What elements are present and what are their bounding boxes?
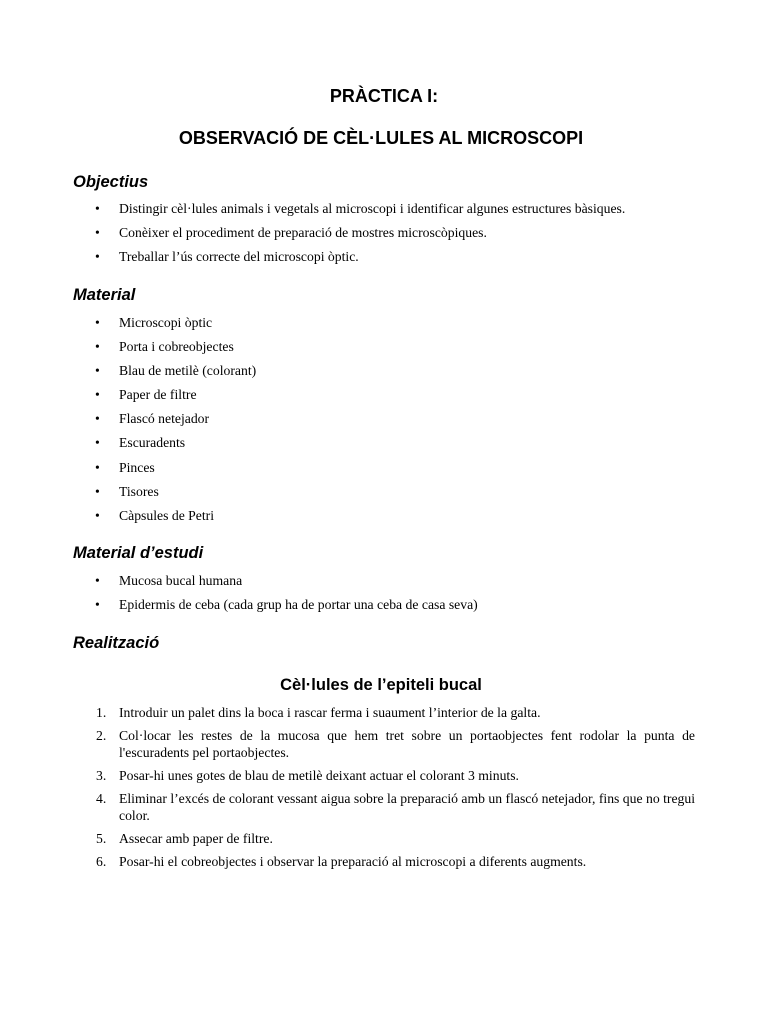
- bullet-icon: •: [95, 483, 100, 499]
- list-item-text: Epidermis de ceba (cada grup ha de portar una ceba de casa seva): [119, 597, 478, 613]
- list-item: [0, 507, 256, 531]
- step-text: Posar-hi unes gotes de blau de metilè deixant actuar el colorant 3 minuts.: [119, 768, 519, 783]
- list-item: [0, 224, 625, 248]
- document-title: PRÀCTICA I:: [329, 86, 439, 106]
- list-item-text: Distingir cèl·lules animals i vegetals al microscopi i identificar algunes estructures bàsiques.: [119, 201, 626, 216]
- list-item: [0, 338, 256, 362]
- bullet-icon: •: [95, 597, 100, 613]
- objectius-list: [0, 200, 625, 272]
- list-item-text: Tisores: [119, 483, 159, 499]
- sub-heading-epiteli-bucal: Cèl·lules de l’epiteli bucal: [280, 676, 482, 694]
- step-number: 5.: [96, 831, 107, 846]
- list-item: [0, 459, 256, 483]
- material-list: [0, 314, 256, 531]
- step-item: [0, 853, 695, 870]
- bullet-icon: •: [95, 363, 100, 379]
- bullet-icon: •: [95, 201, 100, 216]
- list-item: [0, 362, 256, 386]
- bullet-icon: •: [95, 507, 100, 523]
- step-number: 1.: [96, 705, 107, 720]
- bullet-icon: •: [95, 315, 100, 330]
- bullet-icon: •: [95, 435, 100, 451]
- list-item-text: Paper de filtre: [119, 387, 197, 403]
- step-item: [0, 727, 695, 761]
- list-item: [0, 483, 256, 507]
- list-item-text: Blau de metilè (colorant): [119, 363, 257, 379]
- list-item-text: Treballar l’ús correcte del microscopi òptic.: [119, 249, 359, 265]
- section-heading-material: Material: [73, 286, 136, 304]
- bullet-icon: •: [95, 573, 100, 588]
- bullet-icon: •: [95, 411, 100, 427]
- step-text: Eliminar l’excés de colorant vessant aigua sobre la preparació amb un flascó netejador, fins que no tregui color.: [119, 791, 696, 823]
- list-item: [0, 434, 256, 458]
- step-text: Col·locar les restes de la mucosa que hem tret sobre un portaobjectes fent rodolar la punta de l'escuradents pel portaobjectes.: [119, 728, 695, 760]
- section-heading-material-estudi: Material d’estudi: [73, 544, 204, 562]
- step-text: Assecar amb paper de filtre.: [119, 831, 273, 846]
- step-item: [0, 830, 695, 847]
- list-item-text: Porta i cobreobjectes: [119, 339, 234, 355]
- list-item: [0, 386, 256, 410]
- list-item: [0, 596, 478, 620]
- list-item: [0, 410, 256, 434]
- material-estudi-list: [0, 572, 478, 620]
- list-item-text: Mucosa bucal humana: [119, 573, 243, 588]
- step-item: [0, 704, 695, 721]
- step-text: Posar-hi el cobreobjectes i observar la preparació al microscopi a diferents augments.: [119, 854, 587, 869]
- step-number: 6.: [96, 854, 107, 869]
- step-item: [0, 790, 695, 824]
- list-item: [0, 572, 478, 596]
- document-subtitle: OBSERVACIÓ DE CÈL·LULES AL MICROSCOPI: [178, 128, 584, 148]
- step-text: Introduir un palet dins la boca i rascar ferma i suaument l’interior de la galta.: [119, 705, 541, 720]
- list-item: [0, 248, 625, 272]
- section-heading-objectius: Objectius: [73, 173, 149, 191]
- list-item-text: Pinces: [119, 459, 155, 475]
- step-number: 3.: [96, 768, 107, 783]
- list-item: [0, 200, 625, 224]
- bullet-icon: •: [95, 249, 100, 265]
- bullet-icon: •: [95, 459, 100, 475]
- list-item-text: Càpsules de Petri: [119, 507, 215, 523]
- bullet-icon: •: [95, 225, 100, 241]
- procedure-steps: [0, 704, 768, 876]
- step-number: 2.: [96, 728, 107, 743]
- list-item-text: Conèixer el procediment de preparació de mostres microscòpiques.: [119, 225, 487, 241]
- list-item-text: Flascó netejador: [119, 411, 210, 427]
- bullet-icon: •: [95, 387, 100, 403]
- step-item: [0, 767, 695, 784]
- list-item-text: Microscopi òptic: [119, 315, 213, 330]
- bullet-icon: •: [95, 339, 100, 355]
- step-number: 4.: [96, 791, 107, 806]
- list-item: [0, 314, 256, 338]
- section-heading-realitzacio: Realització: [73, 634, 160, 652]
- list-item-text: Escuradents: [119, 435, 186, 451]
